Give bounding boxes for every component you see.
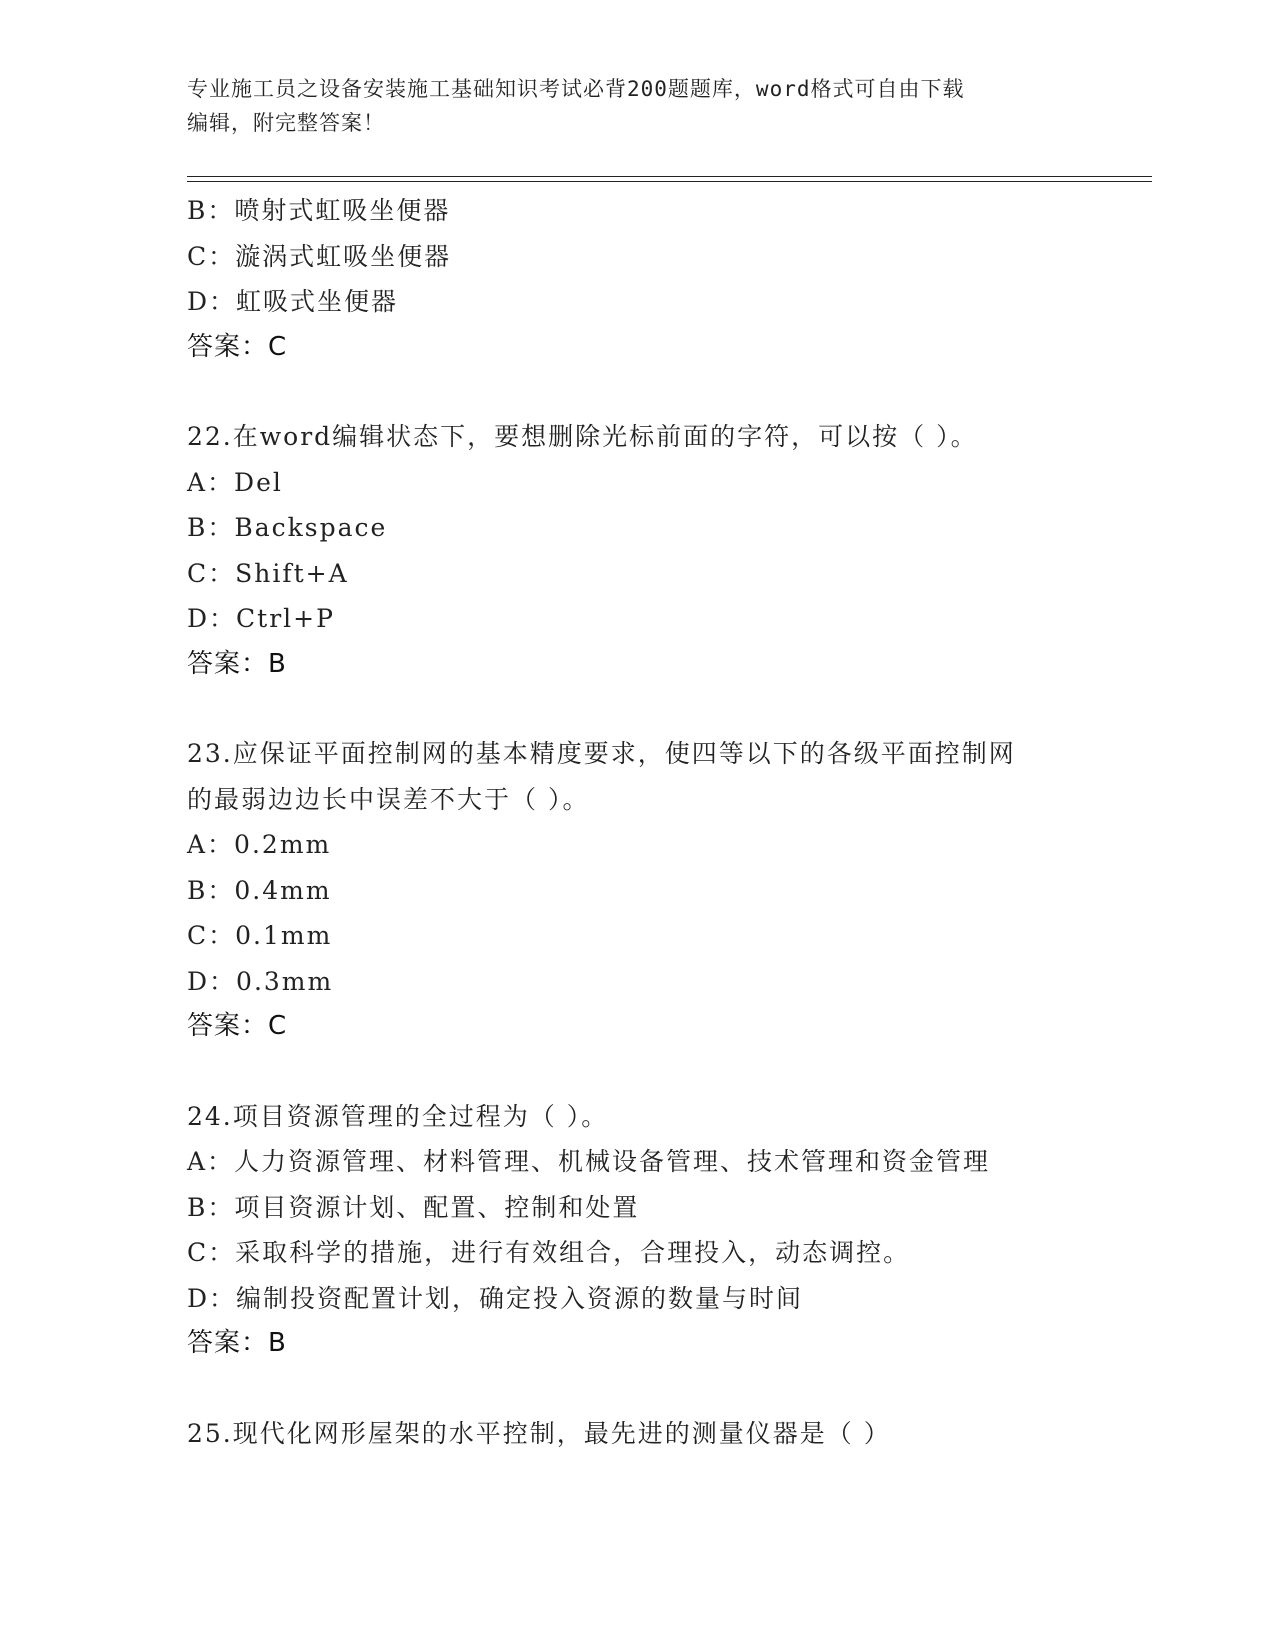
header-line-2: 编辑，附完整答案！ [187, 111, 385, 135]
option-c: C：Shift+A [187, 558, 349, 588]
option-b: B：喷射式虹吸坐便器 [187, 196, 451, 225]
document-header [187, 72, 1067, 140]
document-body [187, 188, 1087, 1456]
option-b: B：项目资源计划、配置、控制和处置 [187, 1192, 640, 1222]
question-21-continued [187, 188, 1087, 370]
question-24 [187, 1094, 1087, 1367]
question-stem: 22.在word编辑状态下，要想删除光标前面的字符，可以按（ ）。 [187, 422, 978, 451]
option-c: C：采取科学的措施，进行有效组合，合理投入，动态调控。 [187, 1238, 911, 1267]
answer-line: 答案：C [187, 331, 288, 362]
option-c: C：漩涡式虹吸坐便器 [187, 241, 452, 271]
option-b: B：0.4mm [187, 875, 332, 905]
header-divider-top [187, 176, 1152, 177]
answer-line: 答案：B [187, 648, 287, 679]
question-stem: 25.现代化网形屋架的水平控制，最先进的测量仪器是（ ） [187, 1418, 891, 1448]
header-line-1: 专业施工员之设备安装施工基础知识考试必背200题题库，word格式可自由下载 [187, 77, 965, 101]
option-d: D：虹吸式坐便器 [187, 287, 399, 316]
option-b: B：Backspace [187, 513, 388, 542]
question-stem: 24.项目资源管理的全过程为（ ）。 [187, 1101, 609, 1131]
spacer [187, 1050, 1087, 1094]
answer-line: 答案：C [187, 1011, 288, 1041]
option-d: D：0.3mm [187, 966, 334, 996]
spacer [187, 1367, 1087, 1411]
spacer [187, 687, 1087, 731]
question-23 [187, 731, 1087, 1050]
option-d: D：Ctrl+P [187, 604, 335, 633]
spacer [187, 370, 1087, 414]
answer-line: 答案：B [187, 1328, 287, 1358]
question-25 [187, 1411, 1087, 1457]
option-a: A：人力资源管理、材料管理、机械设备管理、技术管理和资金管理 [187, 1147, 991, 1176]
option-a: A：Del [187, 467, 283, 497]
question-22 [187, 414, 1087, 687]
option-a: A：0.2mm [187, 830, 332, 859]
option-d: D：编制投资配置计划，确定投入资源的数量与时间 [187, 1283, 804, 1313]
question-stem: 23.应保证平面控制网的基本精度要求，使四等以下的各级平面控制网 [187, 739, 1016, 768]
header-divider-bottom [187, 181, 1152, 182]
option-c: C：0.1mm [187, 921, 333, 950]
question-stem-continued: 的最弱边边长中误差不大于（ ）。 [187, 784, 590, 814]
